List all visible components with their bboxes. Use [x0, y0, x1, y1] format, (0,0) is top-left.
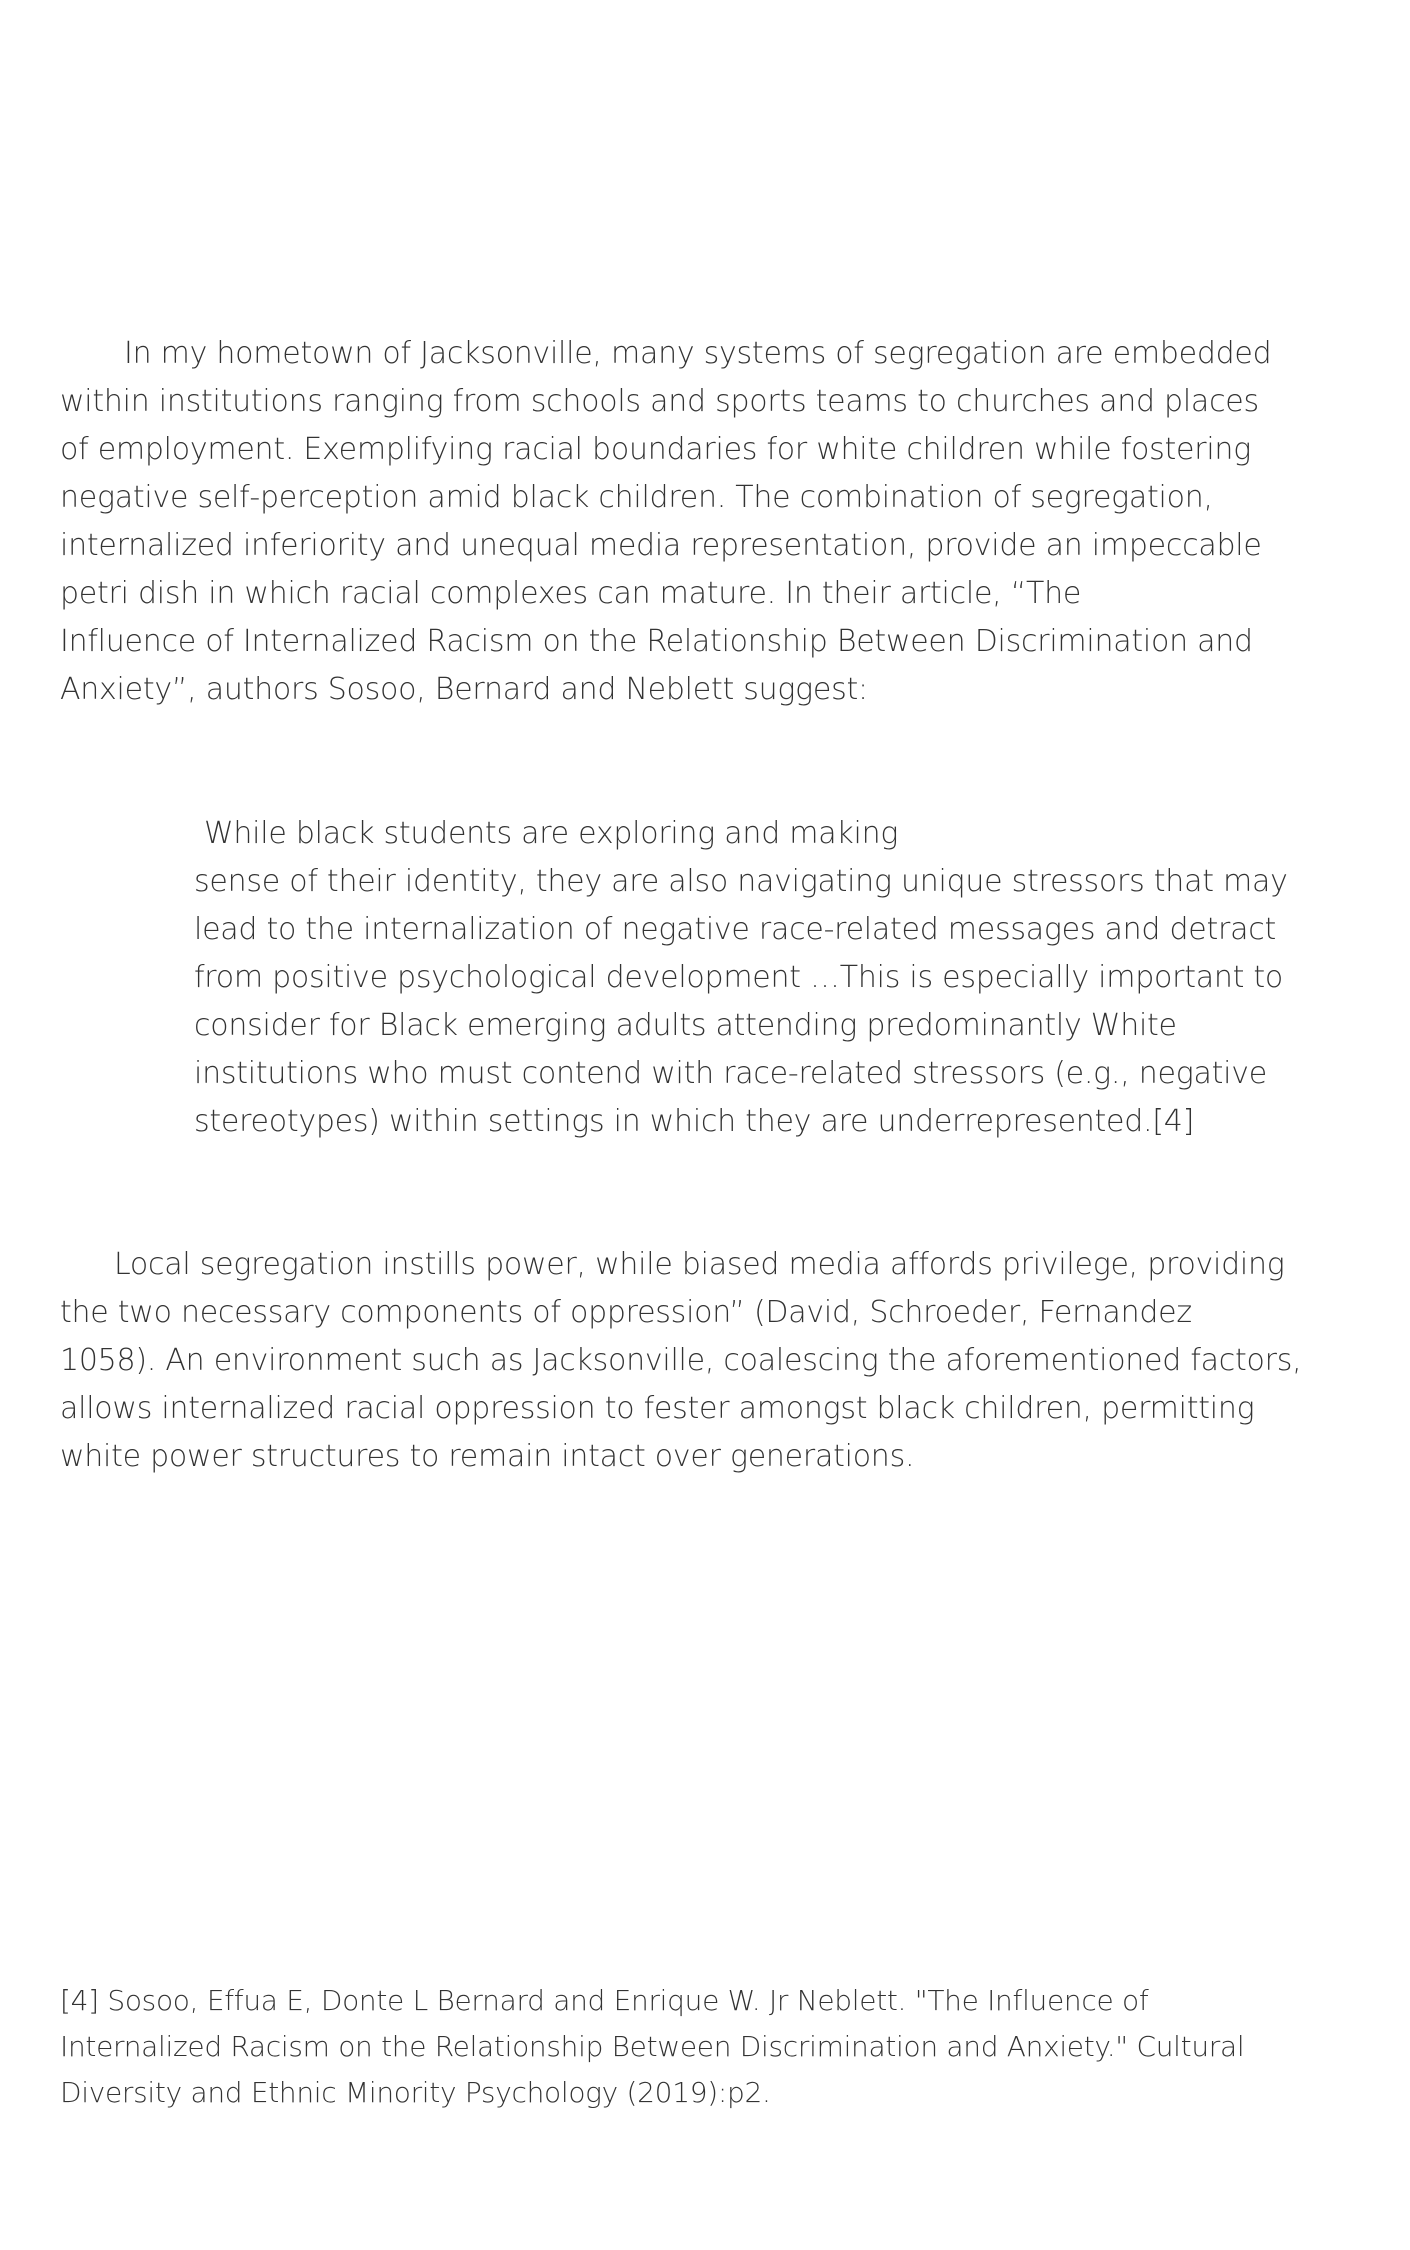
- paragraph-line: Anxiety”, authors Sosoo, Bernard and Neblett suggest:: [60, 672, 868, 707]
- footnote-line: Internalized Racism on the Relationship Between Discrimination and Anxiety." Cultural: [60, 2030, 1245, 2063]
- paragraph-line: Local segregation instills power, while biased media affords privilege, providing: [114, 1247, 1285, 1282]
- paragraph-line: within institutions ranging from schools and sports teams to churches and places: [60, 384, 1259, 419]
- quote-line: from positive psychological development …This is especially important to: [194, 960, 1284, 995]
- quote-line: consider for Black emerging adults attending predominantly White: [194, 1008, 1177, 1043]
- paragraph-line: Influence of Internalized Racism on the Relationship Between Discrimination and: [60, 624, 1253, 659]
- paragraph-line: 1058). An environment such as Jacksonville, coalescing the aforementioned factors,: [60, 1343, 1302, 1378]
- paragraph-line: the two necessary components of oppression” (David, Schroeder, Fernandez: [60, 1295, 1192, 1330]
- paragraph-line: internalized inferiority and unequal media representation, provide an impeccable: [60, 528, 1262, 563]
- paragraph-line: allows internalized racial oppression to fester amongst black children, permitting: [60, 1391, 1255, 1426]
- quote-line: stereotypes) within settings in which they are underrepresented.[4]: [194, 1104, 1195, 1139]
- quote-line: sense of their identity, they are also navigating unique stressors that may: [194, 864, 1288, 899]
- quote-line: While black students are exploring and making: [204, 816, 899, 851]
- quote-line: lead to the internalization of negative race-related messages and detract: [194, 912, 1276, 947]
- paragraph-line: petri dish in which racial complexes can mature. In their article, “The: [60, 576, 1082, 611]
- paragraph-line: white power structures to remain intact over generations.: [60, 1439, 915, 1474]
- quote-line: institutions who must contend with race-related stressors (e.g., negative: [194, 1056, 1267, 1091]
- paragraph-line: negative self-perception amid black children. The combination of segregation,: [60, 480, 1213, 515]
- footnote-line: [4] Sosoo, Effua E, Donte L Bernard and Enrique W. Jr Neblett. "The Influence of: [60, 1984, 1149, 2017]
- footnote-line: Diversity and Ethnic Minority Psychology (2019):p2.: [60, 2076, 771, 2109]
- paragraph-line: of employment. Exemplifying racial boundaries for white children while fostering: [60, 432, 1251, 467]
- paragraph-line: In my hometown of Jacksonville, many systems of segregation are embedded: [124, 336, 1272, 371]
